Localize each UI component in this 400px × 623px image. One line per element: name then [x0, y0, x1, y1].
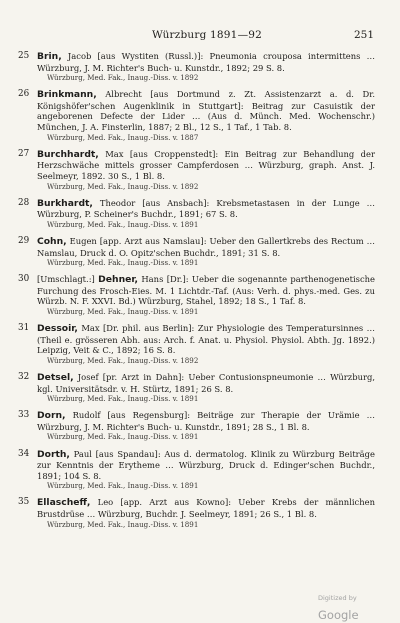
entry-text: [37, 323, 375, 356]
entry-faculty: Würzburg, Med. Fak., Inaug.-Diss. v. 1887: [47, 132, 199, 142]
entry-text: [37, 449, 375, 482]
entry-faculty: Würzburg, Med. Fak., Inaug.-Diss. v. 1892: [47, 355, 199, 365]
entry-body: Rudolf [aus Regensburg]: Beiträge zur Therapie der Urämie … Würzburg, J. M. Richter's Buch- u. Kunstdr., 1891; 28 S., 1 Bl. 8.: [37, 410, 375, 432]
author-name: Dessoir,: [37, 323, 78, 335]
entry-body: Paul [aus Spandau]: Aus d. dermatolog. Klinik zu Würzburg Beiträge zur Kenntnis der Erytheme … Würzburg, Druck d. Edinger'schen Buchdr., 1891; 104 S. 8.: [37, 448, 375, 481]
entry-body: Albrecht [aus Dortmund z. Zt. Assistenzarzt a. d. Dr. Königshöfer'schen Augenklinik in Stuttgart]: Beitrag zur Casuistik der angeborenen Defecte der Lider … (Aus d. Münch. Med. Wochenschr.) München, J. A. Finsterlin, 1887; 2 Bl., 12 S., 1 Taf., 1 Tab. 8.: [37, 89, 375, 133]
entry-body: Max [Dr. phil. aus Berlin]: Zur Physiologie des Temperatursinnes … (Theil e. grösseren Abh. aus: Arch. f. Anat. u. Physiol. Physiol. Abth. Jg. 1892.) Leipzig, Veit & C., 1892; 16 S. 8.: [37, 323, 375, 356]
page-number: 251: [354, 29, 375, 41]
entry-number: 34: [18, 448, 30, 459]
entry-body: Leo [app. Arzt aus Kowno]: Ueber Krebs der männlichen Brustdrüse … Würzburg, Buchdr. J. Seelmeyr, 1891; 26 S., 1 Bl. 8.: [37, 497, 375, 519]
entry-faculty: Würzburg, Med. Fak., Inaug.-Diss. v. 1891: [47, 432, 199, 442]
running-title: Würzburg 1891—92: [152, 29, 263, 41]
entry-text: [37, 236, 375, 258]
entry-number: 27: [18, 148, 30, 159]
list-item: [0, 89, 400, 142]
entry-faculty: Würzburg, Med. Fak., Inaug.-Diss. v. 1891: [47, 519, 199, 529]
dissertation-list: [0, 51, 400, 536]
list-item: [0, 410, 400, 442]
entry-number: 31: [18, 323, 30, 334]
author-name: Dorth,: [37, 448, 70, 460]
entry-body: Theodor [aus Ansbach]: Krebsmetastasen in der Lunge … Würzburg, P. Scheiner's Buchdr., 1891; 67 S. 8.: [37, 197, 375, 220]
author-name: Ellascheff,: [37, 497, 91, 509]
entry-text: [37, 372, 375, 394]
entry-text: [37, 497, 375, 519]
list-item: [0, 449, 400, 491]
entry-number: 26: [18, 89, 30, 100]
entry-number: 32: [18, 371, 30, 382]
entry-faculty: Würzburg, Med. Fak., Inaug.-Diss. v. 1891: [47, 394, 199, 404]
author-name: Burkhardt,: [37, 197, 93, 209]
entry-number: 35: [18, 497, 30, 508]
entry-number: 25: [18, 51, 30, 61]
entry-body: Eugen [app. Arzt aus Namslau]: Ueber den Gallertkrebs des Rectum … Namslau, Druck d. O. Opitz'schen Buchdr., 1891; 31 S. 8.: [37, 235, 376, 258]
list-item: [0, 323, 400, 365]
author-name: Cohn,: [37, 235, 67, 247]
entry-number: 30: [18, 274, 30, 285]
entry-text: [37, 410, 375, 432]
entry-text: [37, 149, 375, 182]
list-item: [0, 236, 400, 268]
entry-faculty: Würzburg, Med. Fak., Inaug.-Diss. v. 1891: [47, 481, 199, 491]
entry-faculty: Würzburg, Med. Fak., Inaug.-Diss. v. 1891: [47, 306, 199, 316]
entry-prefix: [Umschlagt.:]: [37, 274, 95, 285]
entry-faculty: Würzburg, Med. Fak., Inaug.-Diss. v. 1891: [47, 258, 199, 268]
list-item: [0, 274, 400, 316]
author-name: Brin,: [37, 51, 62, 62]
entry-text: [37, 89, 375, 132]
list-item: [0, 149, 400, 191]
list-item: [0, 372, 400, 404]
entry-text: [37, 198, 375, 220]
entry-number: 29: [18, 235, 30, 246]
entry-number: 28: [18, 197, 30, 208]
entry-body: Jacob [aus Wystiten (Russl.)]: Pneumonia crouposa intermittens … Würzburg, J. M. Richter's Buch- u. Kunstdr., 1892; 29 S. 8.: [37, 51, 376, 73]
author-name: Brinkmann,: [37, 89, 97, 101]
entry-body: Josef [pr. Arzt in Dahn]: Ueber Contusionspneumonie … Würzburg, kgl. Universitätsdr. v. H. Stürtz, 1891; 26 S. 8.: [37, 371, 375, 394]
entry-faculty: Würzburg, Med. Fak., Inaug.-Diss. v. 1892: [47, 181, 199, 191]
author-name: Dehner,: [98, 274, 139, 286]
author-name: Dorn,: [37, 410, 66, 422]
page-header: [0, 29, 400, 43]
entry-faculty: Würzburg, Med. Fak., Inaug.-Diss. v. 1891: [47, 219, 199, 229]
watermark-brand: Google: [318, 608, 359, 622]
entry-body: Max [aus Croppenstedt]: Ein Beitrag zur Behandlung der Herzschwäche mittels grosser Campferdosen … Würzburg, graph. Anst. J. Seelmeyr, 1892. 30 S., 1 Bl. 8.: [37, 148, 375, 181]
list-item: [0, 51, 400, 83]
list-item: [0, 198, 400, 230]
entry-faculty: Würzburg, Med. Fak., Inaug.-Diss. v. 1892: [47, 73, 199, 83]
list-item: [0, 497, 400, 529]
digitized-watermark: [318, 585, 400, 623]
entry-text: [37, 51, 375, 73]
entry-number: 33: [18, 410, 30, 421]
author-name: Detsel,: [37, 371, 74, 383]
entry-body: Hans [Dr.]: Ueber die sogenannte parthenogenetische Furchung des Frosch-Eies. M. 1 Lichtdr.-Taf. (Aus: Verh. d. phys.-med. Ges. zu Würzb. N. F. XXVI. Bd.) Würzburg, Stahel, 1892; 18 S., 1 Taf. 8.: [37, 274, 375, 307]
entry-text: [37, 274, 375, 307]
watermark-prefix: Digitized by: [318, 594, 357, 602]
author-name: Burchhardt,: [37, 148, 99, 160]
